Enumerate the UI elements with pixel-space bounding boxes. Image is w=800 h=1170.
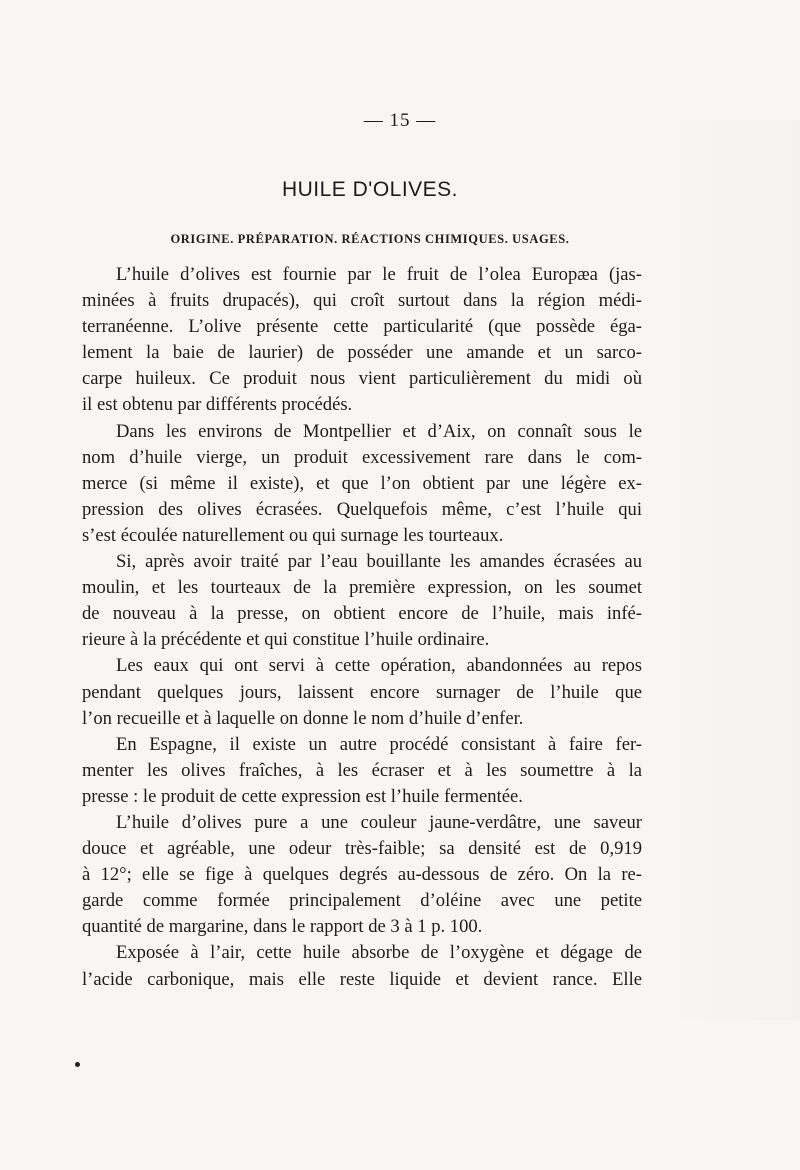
text-line: Dans les environs de Montpellier et d’Aix, on connaît sous le bbox=[116, 420, 642, 442]
text-line: menter les olives fraîches, à les écraser et à les soumettre à la bbox=[82, 759, 642, 781]
text-line: garde comme formée principalement d’oléine avec une petite bbox=[82, 890, 642, 912]
bleed-through-shadow bbox=[650, 120, 800, 1020]
text-line: rieure à la précédente et qui constitue l’huile ordinaire. bbox=[82, 629, 490, 651]
chapter-title: HUILE D'OLIVES. bbox=[281, 178, 459, 201]
text-line: de nouveau à la presse, on obtient encore de l’huile, mais infé- bbox=[82, 603, 642, 625]
text-line: il est obtenu par différents procédés. bbox=[82, 394, 353, 416]
text-line: nom d’huile vierge, un produit excessivement rare dans le com- bbox=[82, 446, 642, 468]
text-line: s’est écoulée naturellement ou qui surnage les tourteaux. bbox=[82, 524, 504, 546]
text-line: à 12°; elle se fige à quelques degrés au-dessous de zéro. On la re- bbox=[82, 864, 642, 886]
text-line: terranéenne. L’olive présente cette particularité (que possède éga- bbox=[82, 316, 642, 338]
text-line: douce et agréable, une odeur très-faible; sa densité est de 0,919 bbox=[82, 838, 642, 860]
text-line: L’huile d’olives pure a une couleur jaune-verdâtre, une saveur bbox=[116, 811, 642, 833]
text-line: Exposée à l’air, cette huile absorbe de l’oxygène et dégage de bbox=[116, 942, 642, 964]
text-line: pendant quelques jours, laissent encore surnager de l’huile que bbox=[82, 681, 642, 703]
text-line: En Espagne, il existe un autre procédé consistant à faire fer- bbox=[116, 733, 642, 755]
text-line: L’huile d’olives est fournie par le fruit de l’olea Europæa (jas- bbox=[116, 264, 642, 285]
ink-dot-mark bbox=[75, 1062, 80, 1067]
text-line: merce (si même il existe), et que l’on obtient par une légère ex- bbox=[82, 472, 642, 494]
text-line: pression des olives écrasées. Quelquefois même, c’est l’huile qui bbox=[82, 498, 642, 520]
text-line: lement la baie de laurier) de posséder une amande et un sarco- bbox=[82, 342, 642, 364]
text-line: moulin, et les tourteaux de la première expression, on les soumet bbox=[82, 577, 642, 599]
page-number: — 15 — bbox=[363, 110, 437, 131]
text-line: quantité de margarine, dans le rapport de 3 à 1 p. 100. bbox=[82, 916, 483, 938]
text-line: l’on recueille et à laquelle on donne le nom d’huile d’enfer. bbox=[82, 707, 524, 729]
body-text bbox=[82, 262, 642, 993]
text-line: l’acide carbonique, mais elle reste liquide et devient rance. Elle bbox=[82, 968, 642, 990]
text-line: Si, après avoir traité par l’eau bouillante les amandes écrasées au bbox=[116, 551, 642, 573]
text-line: presse : le produit de cette expression est l’huile fermentée. bbox=[82, 785, 523, 807]
chapter-subtitle: ORIGINE. PRÉPARATION. RÉACTIONS CHIMIQUES. USAGES. bbox=[170, 232, 570, 246]
text-line: carpe huileux. Ce produit nous vient particulièrement du midi où bbox=[82, 368, 642, 390]
text-line: minées à fruits drupacés), qui croît surtout dans la région médi- bbox=[82, 290, 642, 312]
text-line: Les eaux qui ont servi à cette opération, abandonnées au repos bbox=[116, 655, 642, 677]
